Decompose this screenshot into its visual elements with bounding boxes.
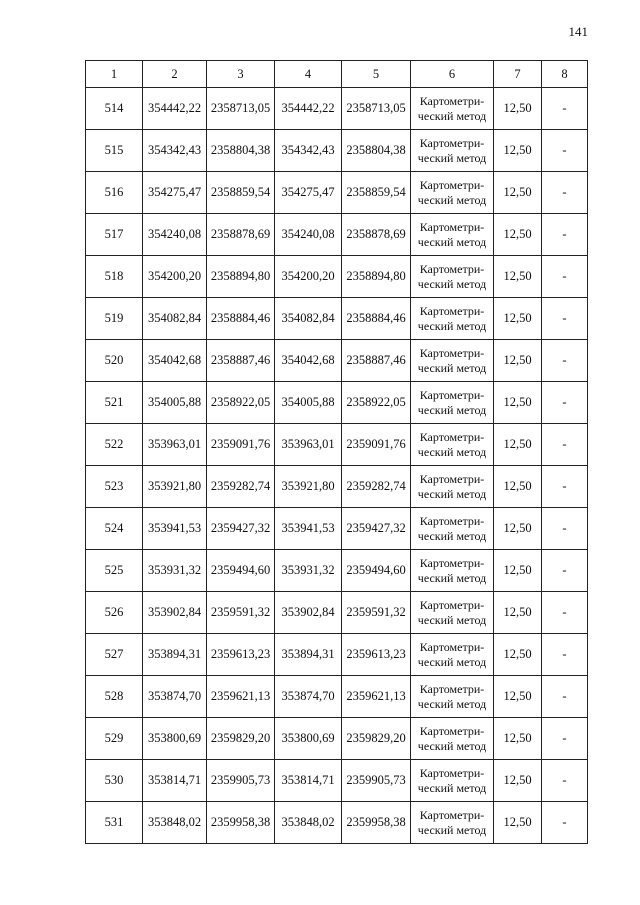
x-coordinate-cell: 353921,80 xyxy=(143,466,207,508)
method-cell xyxy=(411,256,494,298)
method-text-line: Картометри- xyxy=(419,429,485,444)
y-coordinate-cell: 2359829,20 xyxy=(207,718,275,760)
y-coordinate-cell: 2359427,32 xyxy=(342,508,411,550)
method-cell xyxy=(411,760,494,802)
y-coordinate-cell: 2359282,74 xyxy=(342,466,411,508)
method-text-line: Картометри- xyxy=(419,639,485,654)
method-text-line: ческий метод xyxy=(417,822,487,837)
method-cell xyxy=(411,172,494,214)
y-coordinate-cell: 2358713,05 xyxy=(207,88,275,130)
method-text-line: ческий метод xyxy=(417,318,487,333)
y-coordinate-cell: 2358894,80 xyxy=(207,256,275,298)
method-text-line: ческий метод xyxy=(417,150,487,165)
note-cell: - xyxy=(542,382,588,424)
y-coordinate-cell: 2358887,46 xyxy=(207,340,275,382)
table-row xyxy=(86,592,588,634)
y-coordinate-cell: 2359494,60 xyxy=(207,550,275,592)
table-row xyxy=(86,676,588,718)
x-coordinate-cell: 353848,02 xyxy=(143,802,207,844)
method-cell xyxy=(411,550,494,592)
y-coordinate-cell: 2359613,23 xyxy=(342,634,411,676)
point-number-cell: 525 xyxy=(86,550,143,592)
y-coordinate-cell: 2358804,38 xyxy=(207,130,275,172)
y-coordinate-cell: 2358884,46 xyxy=(342,298,411,340)
method-text-line: Картометри- xyxy=(419,303,485,318)
table-row xyxy=(86,88,588,130)
x-coordinate-cell: 353921,80 xyxy=(275,466,342,508)
y-coordinate-cell: 2359091,76 xyxy=(207,424,275,466)
table-row xyxy=(86,760,588,802)
method-text-line: Картометри- xyxy=(419,765,485,780)
x-coordinate-cell: 353931,32 xyxy=(143,550,207,592)
table-header-row xyxy=(86,61,588,88)
note-cell: - xyxy=(542,298,588,340)
precision-cell: 12,50 xyxy=(494,760,542,802)
page-number: 141 xyxy=(568,24,588,39)
method-text-line: Картометри- xyxy=(419,681,485,696)
point-number-cell: 520 xyxy=(86,340,143,382)
point-number-cell: 521 xyxy=(86,382,143,424)
method-text-line: ческий метод xyxy=(417,738,487,753)
precision-cell: 12,50 xyxy=(494,256,542,298)
precision-cell: 12,50 xyxy=(494,718,542,760)
method-cell xyxy=(411,214,494,256)
precision-cell: 12,50 xyxy=(494,634,542,676)
y-coordinate-cell: 2358713,05 xyxy=(342,88,411,130)
table-row xyxy=(86,340,588,382)
x-coordinate-cell: 354342,43 xyxy=(143,130,207,172)
method-text-line: ческий метод xyxy=(417,444,487,459)
x-coordinate-cell: 353963,01 xyxy=(143,424,207,466)
x-coordinate-cell: 354275,47 xyxy=(275,172,342,214)
point-number-cell: 526 xyxy=(86,592,143,634)
y-coordinate-cell: 2358878,69 xyxy=(207,214,275,256)
x-coordinate-cell: 353814,71 xyxy=(143,760,207,802)
method-cell xyxy=(411,340,494,382)
table-row xyxy=(86,466,588,508)
table-row xyxy=(86,508,588,550)
note-cell: - xyxy=(542,550,588,592)
y-coordinate-cell: 2359282,74 xyxy=(207,466,275,508)
note-cell: - xyxy=(542,634,588,676)
method-text-line: Картометри- xyxy=(419,387,485,402)
note-cell: - xyxy=(542,466,588,508)
method-text-line: Картометри- xyxy=(419,93,485,108)
note-cell: - xyxy=(542,424,588,466)
note-cell: - xyxy=(542,508,588,550)
column-header: 4 xyxy=(275,61,342,88)
point-number-cell: 522 xyxy=(86,424,143,466)
method-text-line: Картометри- xyxy=(419,723,485,738)
precision-cell: 12,50 xyxy=(494,592,542,634)
method-text-line: ческий метод xyxy=(417,696,487,711)
x-coordinate-cell: 353963,01 xyxy=(275,424,342,466)
point-number-cell: 519 xyxy=(86,298,143,340)
x-coordinate-cell: 354042,68 xyxy=(275,340,342,382)
precision-cell: 12,50 xyxy=(494,676,542,718)
method-cell xyxy=(411,466,494,508)
method-text-line: ческий метод xyxy=(417,402,487,417)
note-cell: - xyxy=(542,256,588,298)
method-cell xyxy=(411,424,494,466)
point-number-cell: 529 xyxy=(86,718,143,760)
x-coordinate-cell: 353941,53 xyxy=(275,508,342,550)
x-coordinate-cell: 354042,68 xyxy=(143,340,207,382)
x-coordinate-cell: 354005,88 xyxy=(275,382,342,424)
precision-cell: 12,50 xyxy=(494,550,542,592)
method-text-line: ческий метод xyxy=(417,612,487,627)
point-number-cell: 527 xyxy=(86,634,143,676)
method-text-line: Картометри- xyxy=(419,597,485,612)
point-number-cell: 518 xyxy=(86,256,143,298)
method-text-line: Картометри- xyxy=(419,177,485,192)
note-cell: - xyxy=(542,130,588,172)
x-coordinate-cell: 354200,20 xyxy=(275,256,342,298)
precision-cell: 12,50 xyxy=(494,172,542,214)
table-row xyxy=(86,298,588,340)
method-text-line: Картометри- xyxy=(419,555,485,570)
y-coordinate-cell: 2359494,60 xyxy=(342,550,411,592)
note-cell: - xyxy=(542,172,588,214)
method-text-line: ческий метод xyxy=(417,192,487,207)
x-coordinate-cell: 353941,53 xyxy=(143,508,207,550)
x-coordinate-cell: 354442,22 xyxy=(143,88,207,130)
point-number-cell: 515 xyxy=(86,130,143,172)
point-number-cell: 517 xyxy=(86,214,143,256)
point-number-cell: 531 xyxy=(86,802,143,844)
y-coordinate-cell: 2359427,32 xyxy=(207,508,275,550)
x-coordinate-cell: 353848,02 xyxy=(275,802,342,844)
precision-cell: 12,50 xyxy=(494,340,542,382)
y-coordinate-cell: 2359613,23 xyxy=(207,634,275,676)
x-coordinate-cell: 354240,08 xyxy=(275,214,342,256)
x-coordinate-cell: 354082,84 xyxy=(143,298,207,340)
method-text-line: ческий метод xyxy=(417,528,487,543)
method-cell xyxy=(411,508,494,550)
precision-cell: 12,50 xyxy=(494,382,542,424)
y-coordinate-cell: 2359591,32 xyxy=(342,592,411,634)
method-cell xyxy=(411,676,494,718)
x-coordinate-cell: 354005,88 xyxy=(143,382,207,424)
precision-cell: 12,50 xyxy=(494,88,542,130)
y-coordinate-cell: 2358922,05 xyxy=(342,382,411,424)
column-header: 6 xyxy=(411,61,494,88)
point-number-cell: 523 xyxy=(86,466,143,508)
method-text-line: Картометри- xyxy=(419,513,485,528)
method-text-line: Картометри- xyxy=(419,219,485,234)
precision-cell: 12,50 xyxy=(494,214,542,256)
table-row xyxy=(86,130,588,172)
precision-cell: 12,50 xyxy=(494,466,542,508)
note-cell: - xyxy=(542,760,588,802)
method-text-line: ческий метод xyxy=(417,360,487,375)
y-coordinate-cell: 2359091,76 xyxy=(342,424,411,466)
x-coordinate-cell: 354442,22 xyxy=(275,88,342,130)
note-cell: - xyxy=(542,718,588,760)
note-cell: - xyxy=(542,214,588,256)
method-text-line: Картометри- xyxy=(419,471,485,486)
x-coordinate-cell: 354240,08 xyxy=(143,214,207,256)
column-header: 2 xyxy=(143,61,207,88)
x-coordinate-cell: 353800,69 xyxy=(275,718,342,760)
table-row xyxy=(86,172,588,214)
note-cell: - xyxy=(542,340,588,382)
method-text-line: ческий метод xyxy=(417,108,487,123)
table-row xyxy=(86,634,588,676)
y-coordinate-cell: 2358894,80 xyxy=(342,256,411,298)
method-text-line: ческий метод xyxy=(417,654,487,669)
precision-cell: 12,50 xyxy=(494,508,542,550)
method-cell xyxy=(411,592,494,634)
column-header: 7 xyxy=(494,61,542,88)
coordinates-table xyxy=(85,60,588,844)
x-coordinate-cell: 353874,70 xyxy=(275,676,342,718)
method-cell xyxy=(411,634,494,676)
table-row xyxy=(86,424,588,466)
column-header: 8 xyxy=(542,61,588,88)
x-coordinate-cell: 353931,32 xyxy=(275,550,342,592)
point-number-cell: 528 xyxy=(86,676,143,718)
column-header: 3 xyxy=(207,61,275,88)
method-text-line: Картометри- xyxy=(419,135,485,150)
x-coordinate-cell: 354275,47 xyxy=(143,172,207,214)
method-cell xyxy=(411,718,494,760)
table-body xyxy=(86,88,588,844)
method-cell xyxy=(411,298,494,340)
method-text-line: ческий метод xyxy=(417,276,487,291)
column-header: 5 xyxy=(342,61,411,88)
x-coordinate-cell: 353902,84 xyxy=(143,592,207,634)
point-number-cell: 516 xyxy=(86,172,143,214)
note-cell: - xyxy=(542,592,588,634)
note-cell: - xyxy=(542,676,588,718)
note-cell: - xyxy=(542,88,588,130)
precision-cell: 12,50 xyxy=(494,802,542,844)
y-coordinate-cell: 2358804,38 xyxy=(342,130,411,172)
y-coordinate-cell: 2359621,13 xyxy=(207,676,275,718)
y-coordinate-cell: 2359958,38 xyxy=(207,802,275,844)
method-text-line: Картометри- xyxy=(419,345,485,360)
y-coordinate-cell: 2359829,20 xyxy=(342,718,411,760)
precision-cell: 12,50 xyxy=(494,424,542,466)
method-text-line: Картометри- xyxy=(419,807,485,822)
note-cell: - xyxy=(542,802,588,844)
precision-cell: 12,50 xyxy=(494,130,542,172)
point-number-cell: 514 xyxy=(86,88,143,130)
method-text-line: ческий метод xyxy=(417,234,487,249)
table-row xyxy=(86,550,588,592)
table-row xyxy=(86,718,588,760)
y-coordinate-cell: 2359905,73 xyxy=(207,760,275,802)
y-coordinate-cell: 2358878,69 xyxy=(342,214,411,256)
method-cell xyxy=(411,802,494,844)
x-coordinate-cell: 353800,69 xyxy=(143,718,207,760)
y-coordinate-cell: 2358884,46 xyxy=(207,298,275,340)
table-row xyxy=(86,382,588,424)
x-coordinate-cell: 353894,31 xyxy=(143,634,207,676)
y-coordinate-cell: 2358859,54 xyxy=(342,172,411,214)
y-coordinate-cell: 2359621,13 xyxy=(342,676,411,718)
x-coordinate-cell: 354200,20 xyxy=(143,256,207,298)
method-text-line: Картометри- xyxy=(419,261,485,276)
table-row xyxy=(86,802,588,844)
x-coordinate-cell: 354082,84 xyxy=(275,298,342,340)
y-coordinate-cell: 2358887,46 xyxy=(342,340,411,382)
point-number-cell: 530 xyxy=(86,760,143,802)
x-coordinate-cell: 353874,70 xyxy=(143,676,207,718)
method-text-line: ческий метод xyxy=(417,486,487,501)
column-header: 1 xyxy=(86,61,143,88)
method-cell xyxy=(411,88,494,130)
x-coordinate-cell: 354342,43 xyxy=(275,130,342,172)
method-text-line: ческий метод xyxy=(417,570,487,585)
x-coordinate-cell: 353814,71 xyxy=(275,760,342,802)
precision-cell: 12,50 xyxy=(494,298,542,340)
y-coordinate-cell: 2358922,05 xyxy=(207,382,275,424)
y-coordinate-cell: 2359905,73 xyxy=(342,760,411,802)
method-text-line: ческий метод xyxy=(417,780,487,795)
y-coordinate-cell: 2359958,38 xyxy=(342,802,411,844)
x-coordinate-cell: 353902,84 xyxy=(275,592,342,634)
method-cell xyxy=(411,382,494,424)
table-row xyxy=(86,256,588,298)
method-cell xyxy=(411,130,494,172)
point-number-cell: 524 xyxy=(86,508,143,550)
table-row xyxy=(86,214,588,256)
x-coordinate-cell: 353894,31 xyxy=(275,634,342,676)
y-coordinate-cell: 2359591,32 xyxy=(207,592,275,634)
y-coordinate-cell: 2358859,54 xyxy=(207,172,275,214)
